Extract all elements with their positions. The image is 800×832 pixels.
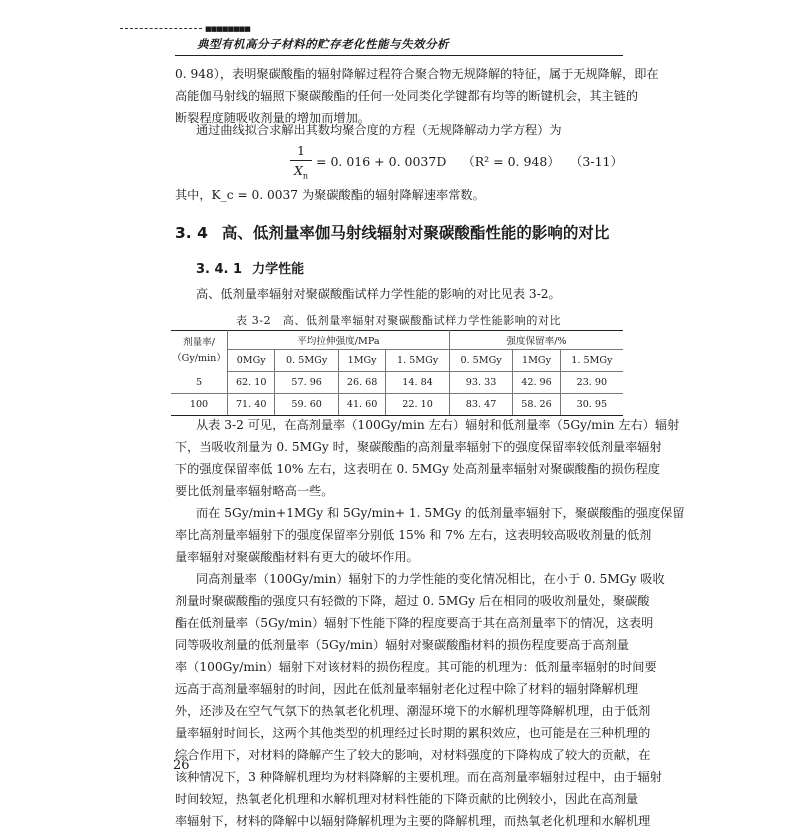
header-decoration-squares: ■■■■■■■■ [205,25,250,33]
text-line: 同等吸收剂量的低剂量率（5Gy/min）辐射对聚碳酸酯材料的损伤程度要高于高剂量 [175,638,629,652]
text-line: 量率辐射对聚碳酸酯材料有更大的破坏作用。 [175,550,419,564]
text-line: 酯在低剂量率（5Gy/min）辐射下性能下降的程度要高于其在高剂量率下的情况，这表明 [175,616,654,630]
text-line: 率比高剂量率辐射下的强度保留率分别低 15% 和 7% 左右，这表明较高吸收剂量的低剂 [175,528,652,542]
subsection-number: 3. 4. 1 [196,262,243,277]
table-cell: 100 [171,394,228,416]
subsection-title: 力学性能 [252,262,305,277]
header-decoration-dashes [120,28,202,29]
table-cell: 83. 47 [449,394,513,416]
text-line: 从表 3-2 可见，在高剂量率（100Gy/min 左右）辐射和低剂量率（5Gy/min 左右）辐射 [196,418,680,432]
paragraph-table-intro [196,283,623,305]
table-cell: 26. 68 [338,372,385,394]
paragraph-kc [175,184,623,206]
table-cell: 30. 95 [560,394,623,416]
column-header: 0MGy [228,350,275,372]
table-cell: 5 [171,372,228,394]
text-line: 断裂程度随吸收剂量的增加而增加。 [175,111,370,125]
table-cell: 41. 60 [338,394,385,416]
equation-number: （3-11） [569,154,623,169]
paragraph-c [175,568,665,832]
text-line: 外，还涉及在空气气氛下的热氧老化机理、潮湿环境下的水解机理等降解机理，由于低剂 [175,704,651,718]
running-header: 典型有机高分子材料的贮存老化性能与失效分析 [197,37,449,51]
header-rule [175,55,623,56]
equation-3-11 [290,143,623,183]
table-cell: 59. 60 [275,394,339,416]
subsection-heading [196,258,304,277]
paragraph-b [175,502,685,568]
column-header: 1MGy [338,350,385,372]
text-line: 该种情况下，3 种降解机理均为材料降解的主要机理。而在高剂量率辐射过程中，由于辐射 [175,770,662,784]
column-header: 0. 5MGy [449,350,513,372]
section-number: 3. 4 [175,224,208,242]
page-number: 26 [173,758,190,773]
text-line: 同高剂量率（100Gy/min）辐射下的力学性能的变化情况相比，在小于 0. 5MGy 吸收 [196,572,665,586]
text-line: 而在 5Gy/min+1MGy 和 5Gy/min+ 1. 5MGy 的低剂量率辐射下，聚碳酸酯的强度保留 [196,506,685,520]
text-line: 通过曲线拟合求解出其数均聚合度的方程（无规降解动力学方程）为 [196,123,562,137]
text-line: 高能伽马射线的辐照下聚碳酸酯的任何一处同类化学键都有均等的断键机会，其主链的 [175,89,639,103]
table-cell: 93. 33 [449,372,513,394]
text-line: 高、低剂量率辐射对聚碳酸酯试样力学性能的影响的对比见表 3-2。 [196,287,561,301]
table-cell: 22. 10 [386,394,450,416]
table-cell: 62. 10 [228,372,275,394]
text-line: 远高于高剂量率辐射的时间，因此在低剂量率辐射老化过程中除了材料的辐射降解机理 [175,682,639,696]
text-line: 率辐射下，材料的降解中以辐射降解机理为主要的降解机理，而热氧老化机理和水解机理 [175,814,651,828]
text-line: 剂量时聚碳酸酯的强度只有轻微的下降，超过 0. 5MGy 后在相同的吸收剂量处，聚碳酸 [175,594,650,608]
column-header: 1. 5MGy [560,350,623,372]
fraction-numerator: 1 [297,143,305,158]
section-title: 高、低剂量率伽马射线辐射对聚碳酸酯性能的影响的对比 [221,224,610,242]
text-line: 其中，K_c = 0. 0037 为聚碳酸酯的辐射降解速率常数。 [175,188,485,202]
text-line: 量率辐射时间长，这两个其他类型的机理经过长时期的累积效应，也可能是在三种机理的 [175,726,651,740]
text-line: 下，当吸收剂量为 0. 5MGy 时，聚碳酸酯的高剂量率辐射下的强度保留率较低剂量率辐射 [175,440,662,454]
denominator-symbol: X [293,163,303,178]
column-header: 0. 5MGy [275,350,339,372]
text-line: 综合作用下，对材料的降解产生了较大的影响，对材料强度的下降构成了较大的贡献，在 [175,748,651,762]
table-cell: 14. 84 [386,372,450,394]
table-row [171,372,623,394]
table-cell: 42. 96 [513,372,560,394]
table-caption: 表 3-2 高、低剂量率辐射对聚碳酸酯试样力学性能影响的对比 [236,314,562,327]
section-heading [175,221,609,243]
column-header: 1. 5MGy [386,350,450,372]
text-line: 下的强度保留率低 10% 左右，这表明在 0. 5MGy 处高剂量率辐射对聚碳酸酯的损伤程度 [175,462,660,476]
text-line: 率（100Gy/min）辐射下对该材料的损伤程度。其可能的机理为：低剂量率辐射的时间要 [175,660,657,674]
row-header-line: 剂量率/ [182,337,215,349]
fraction-denominator [290,162,312,181]
text-line: 0. 948），表明聚碳酸酯的辐射降解过程符合聚合物无规降解的特征，属于无规降解，即在 [175,67,659,81]
equation-body [316,152,560,170]
retention-group-header: 强度保留率/% [449,331,623,350]
equation-rhs: = 0. 016 + 0. 0037D [316,154,447,169]
text-line: 要比低剂量率辐射略高一些。 [175,484,334,498]
table-row [171,394,623,416]
equation-r2: （R² = 0. 948） [462,154,560,169]
strength-group-header: 平均拉伸强度/MPa [228,331,450,350]
equation-fraction [290,143,312,181]
table-cell: 58. 26 [513,394,560,416]
table-cell: 57. 96 [275,372,339,394]
paragraph-a [175,414,680,502]
row-header-cell [171,331,228,372]
table-cell: 23. 90 [560,372,623,394]
paragraph-fit [196,119,623,141]
mechanical-properties-table [171,330,623,416]
text-line: 时间较短，热氧老化机理和水解机理对材料性能的下降贡献的比例较小，因此在高剂量 [175,792,639,806]
row-header-line: （Gy/min） [172,353,226,365]
column-header: 1MGy [513,350,560,372]
table-cell: 71. 40 [228,394,275,416]
denominator-subscript: n [302,171,309,181]
